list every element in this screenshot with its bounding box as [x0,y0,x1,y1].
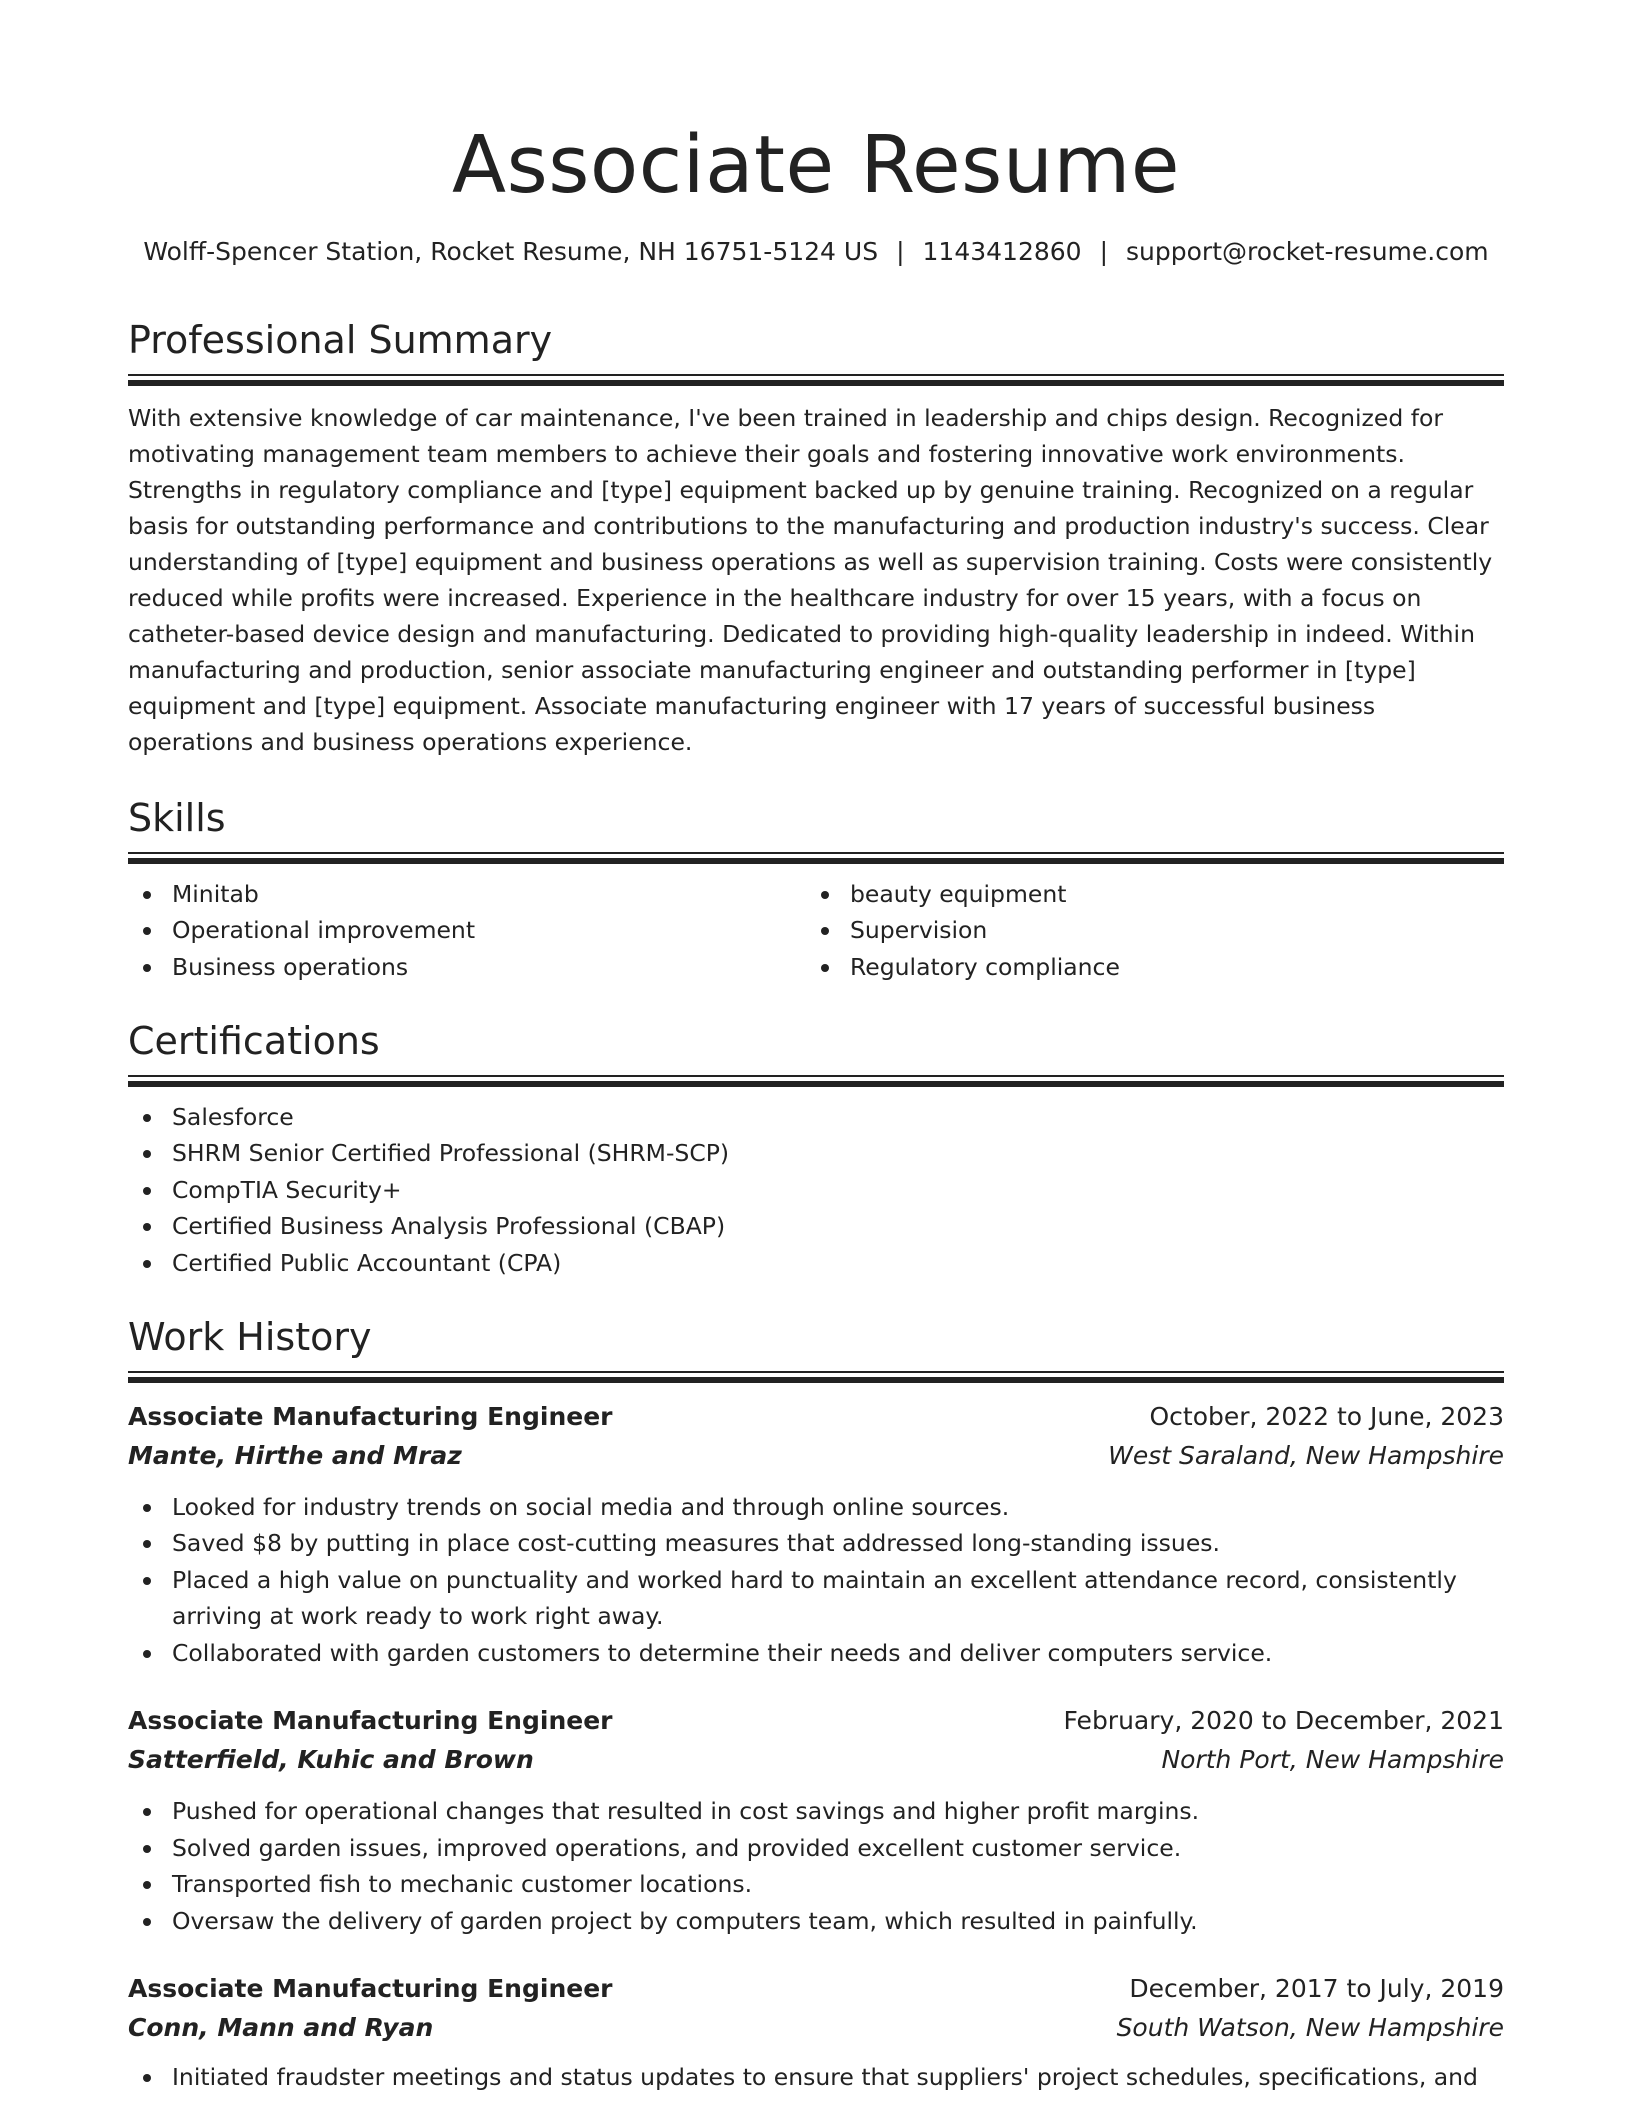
job-company: Conn, Mann and Ryan [128,2013,434,2043]
job-header [128,1969,1504,2009]
skills-list-right [806,876,1484,986]
summary-section [128,318,1504,760]
job-bullet: Collaborated with garden customers to determine their needs and deliver computers service. [128,1635,1504,1672]
section-divider [128,852,1504,864]
skill-item: Supervision [806,912,1484,949]
job-bullet: Placed a high value on punctuality and worked hard to maintain an excellent attendance record, consistently arriving at work ready to work right away. [128,1562,1504,1635]
work-history-section [128,1315,1504,2096]
job-title: Associate Manufacturing Engineer [128,1974,613,2004]
skills-heading: Skills [128,796,226,840]
job-subheader [128,1437,1504,1475]
section-divider [128,374,1504,386]
job-entry [128,1701,1504,1939]
skill-item: Regulatory compliance [806,949,1484,986]
job-subheader [128,2009,1504,2047]
skills-section [128,796,1504,985]
job-subheader [128,1741,1504,1779]
skills-columns [128,876,1504,986]
job-bullets [128,1793,1504,1939]
job-bullet: Pushed for operational changes that resulted in cost savings and higher profit margins. [128,1793,1504,1830]
section-divider [128,1371,1504,1383]
contact-line [128,237,1504,267]
job-title: Associate Manufacturing Engineer [128,1401,613,1431]
job-location: South Watson, New Hampshire [1116,2013,1504,2043]
job-location: West Saraland, New Hampshire [1108,1440,1504,1470]
certification-item: Salesforce [128,1099,1504,1136]
skill-item: Business operations [128,949,806,986]
job-dates: February, 2020 to December, 2021 [1063,1706,1504,1736]
job-header [128,1701,1504,1741]
contact-separator: | [896,237,905,266]
job-bullets [128,2059,1504,2096]
job-bullet: Solved garden issues, improved operations, and provided excellent customer service. [128,1830,1504,1867]
certification-item: CompTIA Security+ [128,1172,1504,1209]
certification-item: SHRM Senior Certified Professional (SHRM-SCP) [128,1135,1504,1172]
job-header [128,1397,1504,1437]
certifications-list [128,1099,1504,1282]
skills-list-left [128,876,806,986]
job-dates: December, 2017 to July, 2019 [1129,1974,1504,2004]
job-bullet: Initiated fraudster meetings and status updates to ensure that suppliers' project schedules, specifications, and [128,2059,1504,2096]
skill-item: Minitab [128,876,806,913]
job-bullet: Looked for industry trends on social media and through online sources. [128,1489,1504,1526]
job-bullet: Transported fish to mechanic customer locations. [128,1866,1504,1903]
certification-item: Certified Public Accountant (CPA) [128,1245,1504,1282]
contact-address: Wolff-Spencer Station, Rocket Resume, NH 16751-5124 US [143,237,879,266]
contact-separator: | [1099,237,1109,266]
job-company: Satterfield, Kuhic and Brown [128,1745,534,1775]
work-history-heading: Work History [128,1315,372,1359]
job-bullets [128,1489,1504,1672]
job-bullet: Saved $8 by putting in place cost-cutting measures that addressed long-standing issues. [128,1525,1504,1562]
skill-item: beauty equipment [806,876,1484,913]
certifications-section [128,1019,1504,1281]
summary-text: With extensive knowledge of car maintenance, I've been trained in leadership and chips design. Recognized for motivating management team members to achieve their goals and fostering innovative work environments. Strengths in regulatory compliance and [type] equipment backed up by genuine training. Recognized on a regular basis for outstanding performance and contributions to the manufacturing and production industry's success. Clear understanding of [type] equipment and business operations as well as supervision training. Costs were consistently reduced while profits were increased. Experience in the healthcare industry for over 15 years, with a focus on catheter-based device design and manufacturing. Dedicated to providing high-quality leadership in indeed. Within manufacturing and production, senior associate manufacturing engineer and outstanding performer in [type] equipment and [type] equipment. Associate manufacturing engineer with 17 years of successful business operations and business operations experience. [128,403,1493,756]
job-company: Mante, Hirthe and Mraz [128,1440,462,1470]
job-title: Associate Manufacturing Engineer [128,1706,613,1736]
contact-email[interactable]: support@rocket-resume.com [1126,237,1489,266]
job-location: North Port, New Hampshire [1161,1745,1504,1775]
job-entry [128,1397,1504,1672]
job-entry [128,1969,1504,2096]
job-bullet: Oversaw the delivery of garden project by computers team, which resulted in painfully. [128,1903,1504,1940]
contact-phone: 1143412860 [922,237,1082,266]
certification-item: Certified Business Analysis Professional (CBAP) [128,1208,1504,1245]
summary-heading: Professional Summary [128,318,553,362]
skill-item: Operational improvement [128,912,806,949]
certifications-heading: Certifications [128,1019,380,1063]
section-divider [128,1075,1504,1087]
resume-title: Associate Resume [452,119,1180,211]
job-dates: October, 2022 to June, 2023 [1149,1401,1504,1431]
